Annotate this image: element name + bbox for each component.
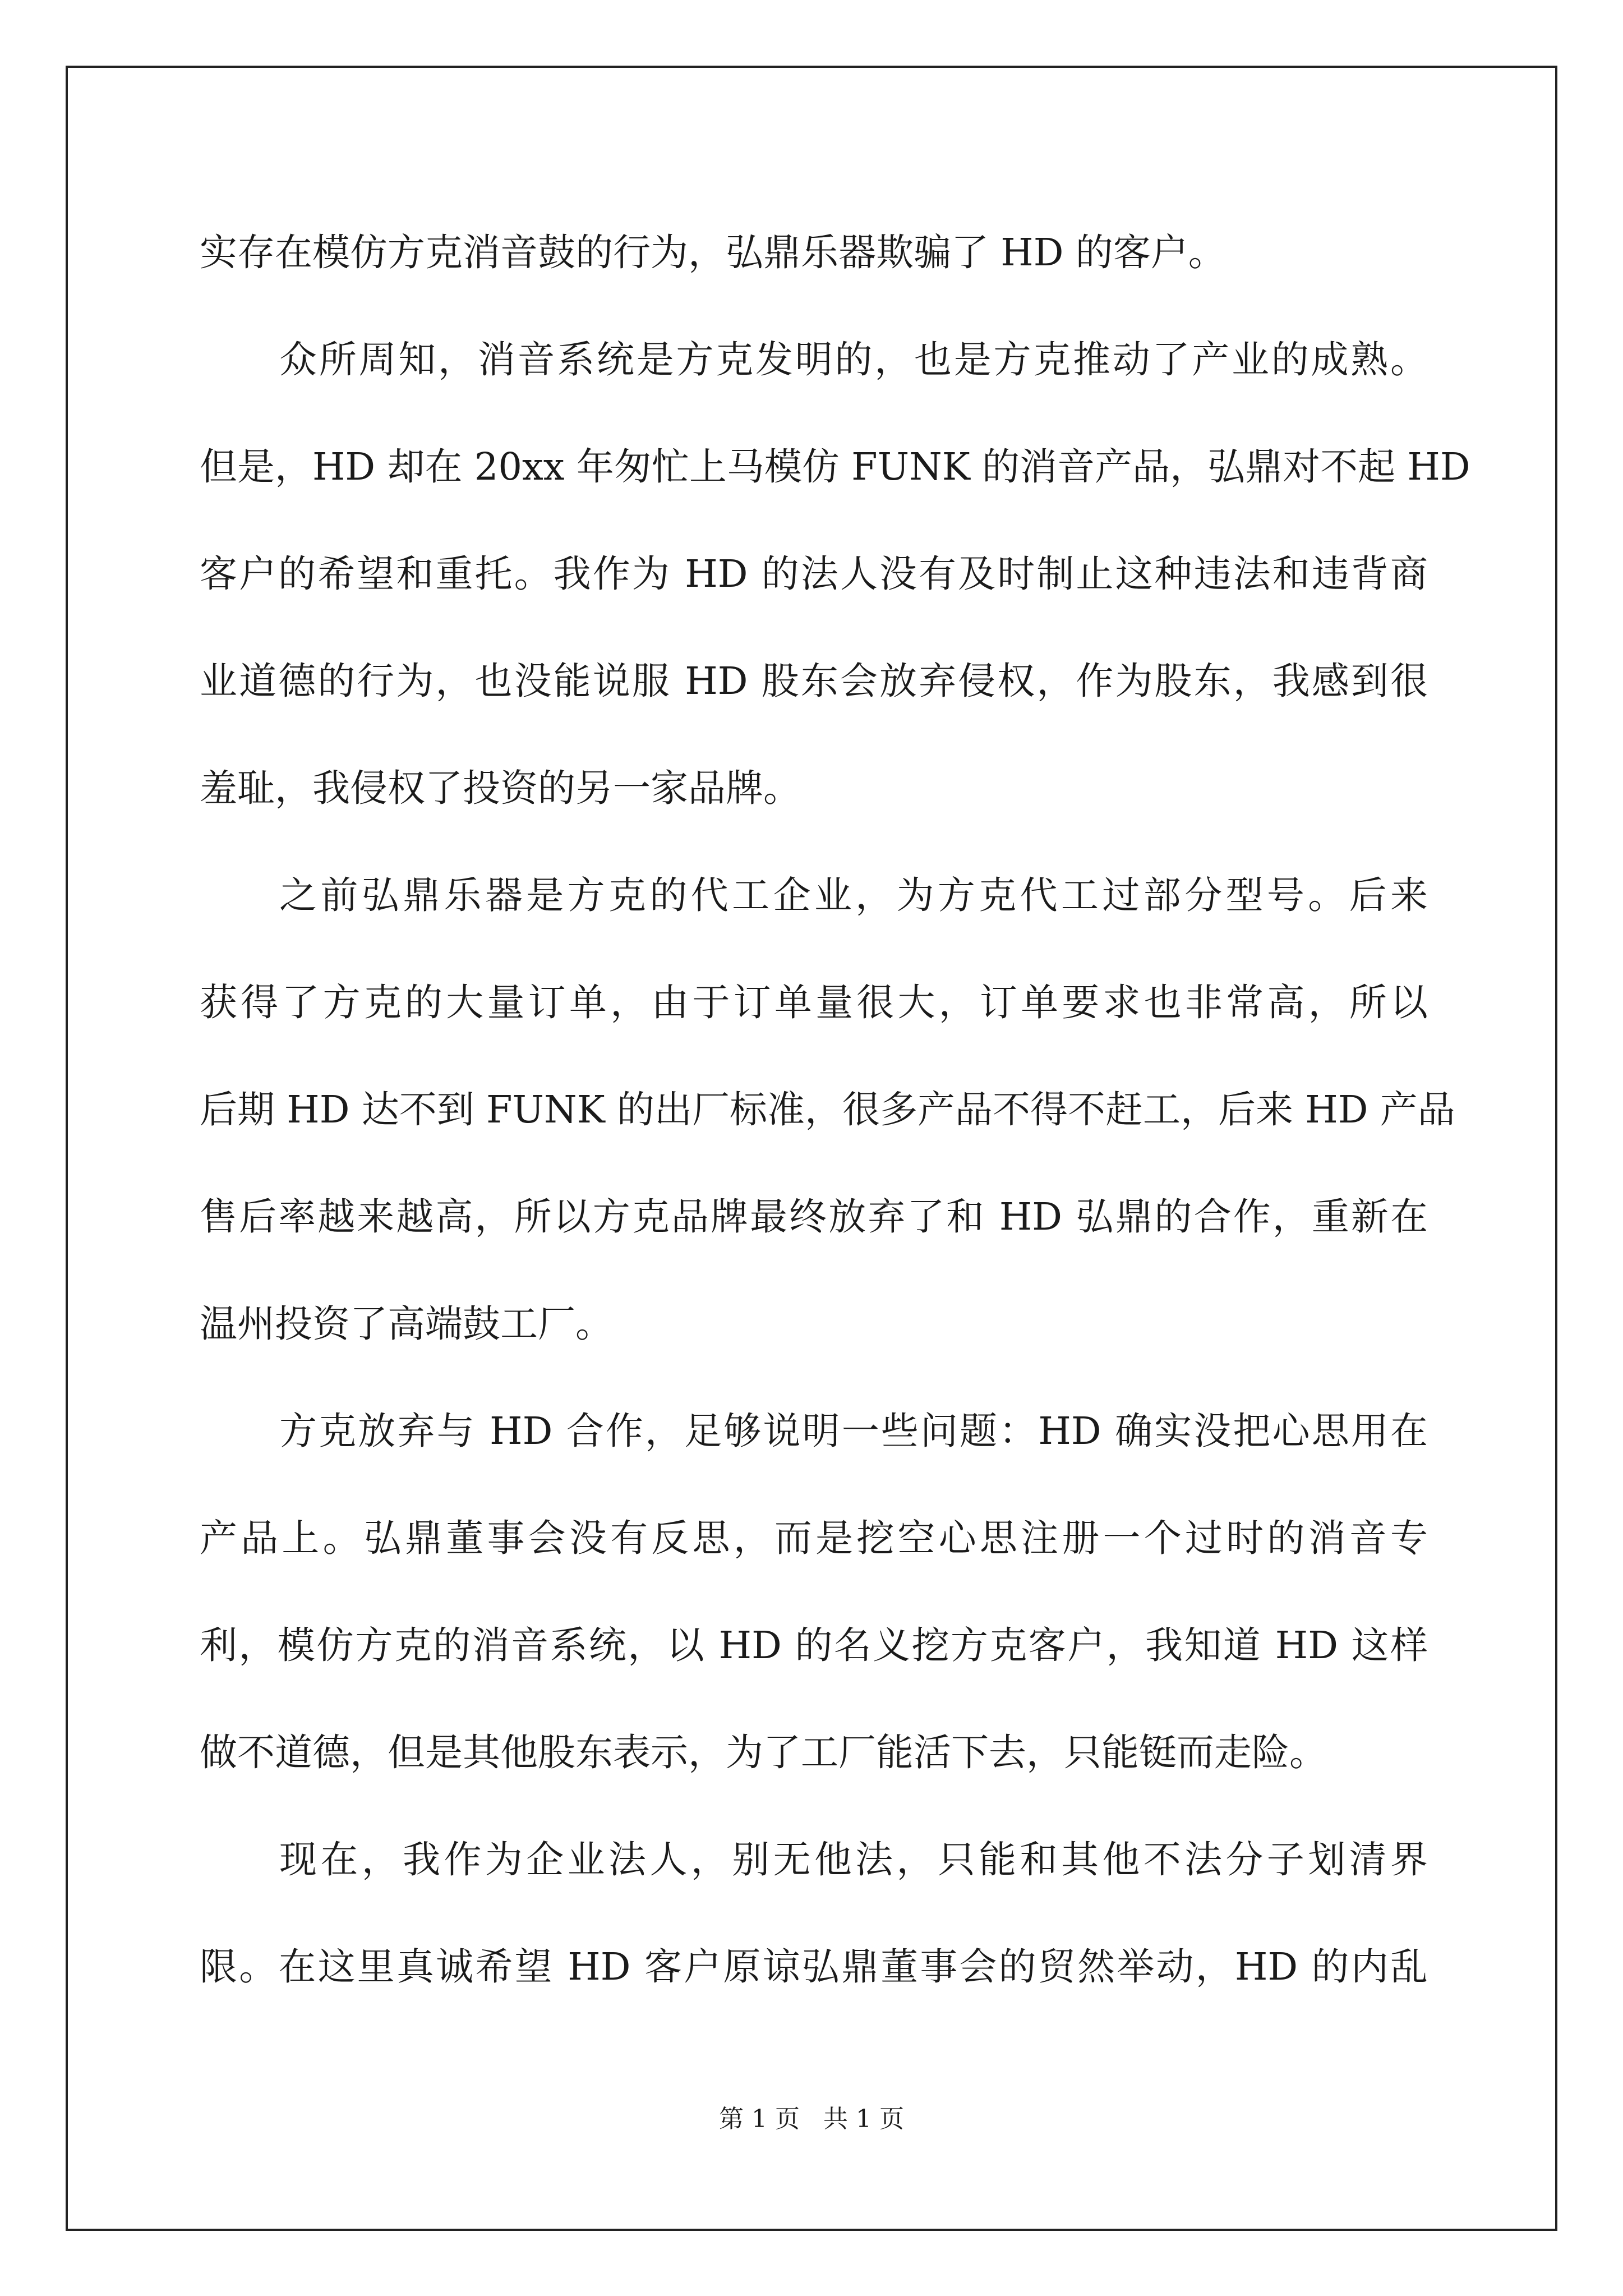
text-line: 利，模仿方克的消音系统，以 HD 的名义挖方克客户，我知道 HD 这样 xyxy=(200,1623,1428,1667)
text-line: 产品上。弘鼎董事会没有反思，而是挖空心思注册一个过时的消音专 xyxy=(200,1516,1428,1560)
text-line: 客户的希望和重托。我作为 HD 的法人没有及时制止这种违法和违背商 xyxy=(200,552,1428,596)
text-line: 售后率越来越高，所以方克品牌最终放弃了和 HD 弘鼎的合作，重新在 xyxy=(200,1195,1428,1239)
text-line: 但是，HD 却在 20xx 年匆忙上马模仿 FUNK 的消音产品，弘鼎对不起 HD xyxy=(200,445,1470,489)
text-line: 方克放弃与 HD 合作，足够说明一些问题：HD 确实没把心思用在 xyxy=(279,1409,1428,1453)
page-footer: 第 1 页 共 1 页 xyxy=(719,2105,904,2133)
document-body xyxy=(200,199,1470,2021)
text-line: 限。在这里真诚希望 HD 客户原谅弘鼎董事会的贸然举动，HD 的内乱 xyxy=(200,1945,1428,1989)
text-line: 众所周知，消音系统是方克发明的，也是方克推动了产业的成熟。 xyxy=(279,338,1428,381)
text-line: 实存在模仿方克消音鼓的行为，弘鼎乐器欺骗了 HD 的客户。 xyxy=(200,231,1226,274)
text-line: 羞耻，我侵权了投资的另一家品牌。 xyxy=(200,766,801,810)
text-line: 做不道德，但是其他股东表示，为了工厂能活下去，只能铤而走险。 xyxy=(200,1731,1327,1774)
text-line: 现在，我作为企业法人，别无他法，只能和其他不法分子划清界 xyxy=(279,1838,1428,1881)
text-line: 后期 HD 达不到 FUNK 的出厂标准，很多产品不得不赶工，后来 HD 产品 xyxy=(200,1088,1455,1131)
text-line: 温州投资了高端鼓工厂。 xyxy=(200,1302,613,1346)
text-line: 之前弘鼎乐器是方克的代工企业，为方克代工过部分型号。后来 xyxy=(279,873,1428,917)
text-line: 业道德的行为，也没能说服 HD 股东会放弃侵权，作为股东，我感到很 xyxy=(200,659,1428,703)
text-line: 获得了方克的大量订单，由于订单量很大，订单要求也非常高，所以 xyxy=(200,981,1428,1024)
